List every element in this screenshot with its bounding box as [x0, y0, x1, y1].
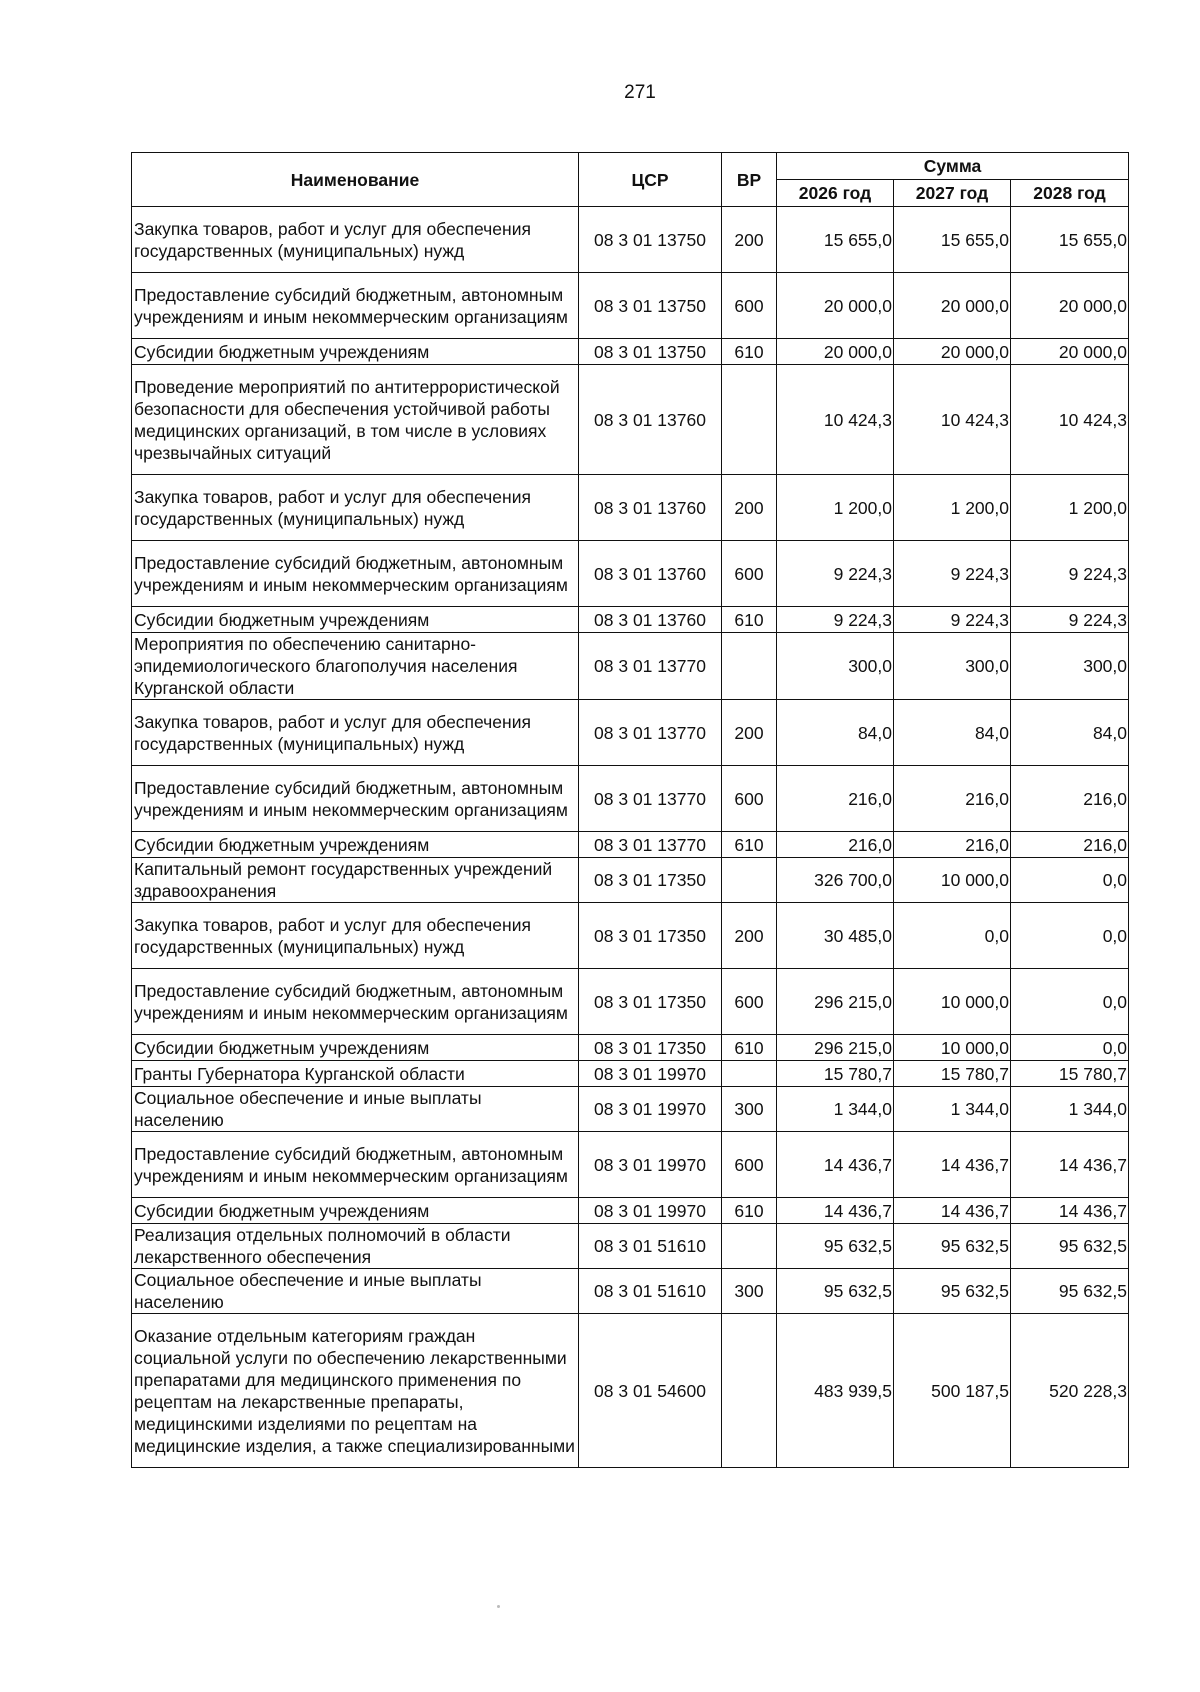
- row-value-2028: 300,0: [1011, 633, 1129, 700]
- row-value-2026: 300,0: [777, 633, 894, 700]
- row-name: Субсидии бюджетным учреждениям: [132, 1198, 579, 1224]
- row-value-2028: 84,0: [1011, 700, 1129, 766]
- row-name: Проведение мероприятий по антитеррористической безопасности для обеспечения устойчивой работы медицинских организаций, в том числе в условиях чрезвычайных ситуаций: [132, 365, 579, 475]
- row-value-2027: 10 000,0: [894, 858, 1011, 903]
- row-name: Предоставление субсидий бюджетным, автономным учреждениям и иным некоммерческим организациям: [132, 766, 579, 832]
- row-value-2028: 0,0: [1011, 969, 1129, 1035]
- row-name: Закупка товаров, работ и услуг для обеспечения государственных (муниципальных) нужд: [132, 207, 579, 273]
- row-value-2027: 95 632,5: [894, 1269, 1011, 1314]
- row-value-2026: 20 000,0: [777, 273, 894, 339]
- row-vr-code: [722, 1314, 777, 1468]
- row-vr-code: 200: [722, 903, 777, 969]
- row-vr-code: 600: [722, 969, 777, 1035]
- row-value-2026: 9 224,3: [777, 607, 894, 633]
- row-name: Реализация отдельных полномочий в области лекарственного обеспечения: [132, 1224, 579, 1269]
- row-csr-code: 08 3 01 13760: [579, 475, 722, 541]
- row-value-2027: 1 200,0: [894, 475, 1011, 541]
- row-vr-code: [722, 365, 777, 475]
- header-csr: ЦСР: [579, 153, 722, 207]
- table-row: [132, 969, 1129, 1035]
- row-value-2028: 9 224,3: [1011, 541, 1129, 607]
- row-name: Субсидии бюджетным учреждениям: [132, 832, 579, 858]
- table-row: [132, 1198, 1129, 1224]
- row-value-2027: 10 000,0: [894, 969, 1011, 1035]
- row-csr-code: 08 3 01 51610: [579, 1224, 722, 1269]
- header-name: Наименование: [132, 153, 579, 207]
- row-csr-code: 08 3 01 19970: [579, 1087, 722, 1132]
- row-vr-code: [722, 1224, 777, 1269]
- table-row: [132, 1132, 1129, 1198]
- row-value-2028: 1 344,0: [1011, 1087, 1129, 1132]
- row-value-2027: 20 000,0: [894, 339, 1011, 365]
- row-value-2026: 14 436,7: [777, 1198, 894, 1224]
- row-value-2028: 14 436,7: [1011, 1198, 1129, 1224]
- row-value-2027: 9 224,3: [894, 607, 1011, 633]
- row-vr-code: 610: [722, 339, 777, 365]
- row-csr-code: 08 3 01 54600: [579, 1314, 722, 1468]
- row-name: Субсидии бюджетным учреждениям: [132, 1035, 579, 1061]
- row-vr-code: 300: [722, 1269, 777, 1314]
- row-value-2028: 216,0: [1011, 832, 1129, 858]
- row-vr-code: [722, 858, 777, 903]
- header-year-2026: 2026 год: [777, 180, 894, 207]
- row-csr-code: 08 3 01 13760: [579, 365, 722, 475]
- row-csr-code: 08 3 01 13770: [579, 832, 722, 858]
- table-row: [132, 903, 1129, 969]
- row-csr-code: 08 3 01 13770: [579, 700, 722, 766]
- table-row: [132, 207, 1129, 273]
- row-csr-code: 08 3 01 17350: [579, 969, 722, 1035]
- table-row: [132, 766, 1129, 832]
- row-value-2027: 216,0: [894, 766, 1011, 832]
- table-row: [132, 1035, 1129, 1061]
- scan-speck: [497, 1605, 500, 1608]
- row-vr-code: 200: [722, 475, 777, 541]
- row-value-2027: 15 780,7: [894, 1061, 1011, 1087]
- row-value-2028: 10 424,3: [1011, 365, 1129, 475]
- row-value-2026: 326 700,0: [777, 858, 894, 903]
- row-csr-code: 08 3 01 13750: [579, 273, 722, 339]
- row-value-2028: 0,0: [1011, 903, 1129, 969]
- row-value-2027: 216,0: [894, 832, 1011, 858]
- row-value-2026: 10 424,3: [777, 365, 894, 475]
- row-csr-code: 08 3 01 13760: [579, 607, 722, 633]
- header-vr: ВР: [722, 153, 777, 207]
- table-row: [132, 339, 1129, 365]
- row-value-2028: 15 780,7: [1011, 1061, 1129, 1087]
- row-name: Социальное обеспечение и иные выплаты населению: [132, 1269, 579, 1314]
- row-name: Предоставление субсидий бюджетным, автономным учреждениям и иным некоммерческим организациям: [132, 273, 579, 339]
- row-csr-code: 08 3 01 13760: [579, 541, 722, 607]
- row-vr-code: [722, 633, 777, 700]
- table-row: [132, 273, 1129, 339]
- header-year-2027: 2027 год: [894, 180, 1011, 207]
- row-name: Капитальный ремонт государственных учреждений здравоохранения: [132, 858, 579, 903]
- table-row: [132, 541, 1129, 607]
- row-vr-code: 300: [722, 1087, 777, 1132]
- row-name: Субсидии бюджетным учреждениям: [132, 339, 579, 365]
- row-vr-code: 610: [722, 1198, 777, 1224]
- row-csr-code: 08 3 01 51610: [579, 1269, 722, 1314]
- row-name: Субсидии бюджетным учреждениям: [132, 607, 579, 633]
- row-csr-code: 08 3 01 19970: [579, 1198, 722, 1224]
- row-name: Предоставление субсидий бюджетным, автономным учреждениям и иным некоммерческим организациям: [132, 1132, 579, 1198]
- row-name: Мероприятия по обеспечению санитарно-эпидемиологического благополучия населения Курганской области: [132, 633, 579, 700]
- row-csr-code: 08 3 01 13750: [579, 207, 722, 273]
- row-value-2027: 0,0: [894, 903, 1011, 969]
- row-value-2027: 84,0: [894, 700, 1011, 766]
- row-value-2027: 9 224,3: [894, 541, 1011, 607]
- row-name: Оказание отдельным категориям граждан социальной услуги по обеспечению лекарственными препаратами для медицинского применения по рецептам на лекарственные препараты, медицинскими изделиями по рецептам на медицинские изделия, а также специализированными: [132, 1314, 579, 1468]
- row-value-2026: 15 655,0: [777, 207, 894, 273]
- row-vr-code: 610: [722, 1035, 777, 1061]
- row-vr-code: 600: [722, 766, 777, 832]
- table-row: [132, 633, 1129, 700]
- row-value-2026: 95 632,5: [777, 1224, 894, 1269]
- row-value-2027: 300,0: [894, 633, 1011, 700]
- row-value-2027: 20 000,0: [894, 273, 1011, 339]
- row-value-2028: 95 632,5: [1011, 1224, 1129, 1269]
- row-name: Закупка товаров, работ и услуг для обеспечения государственных (муниципальных) нужд: [132, 903, 579, 969]
- row-vr-code: 200: [722, 700, 777, 766]
- page-number: 271: [624, 82, 656, 103]
- row-vr-code: [722, 1061, 777, 1087]
- row-value-2028: 20 000,0: [1011, 273, 1129, 339]
- table-row: [132, 1087, 1129, 1132]
- row-csr-code: 08 3 01 17350: [579, 1035, 722, 1061]
- row-value-2027: 1 344,0: [894, 1087, 1011, 1132]
- row-value-2027: 10 424,3: [894, 365, 1011, 475]
- row-value-2027: 14 436,7: [894, 1132, 1011, 1198]
- row-value-2026: 95 632,5: [777, 1269, 894, 1314]
- row-value-2028: 95 632,5: [1011, 1269, 1129, 1314]
- row-value-2028: 9 224,3: [1011, 607, 1129, 633]
- row-value-2026: 1 344,0: [777, 1087, 894, 1132]
- row-value-2026: 84,0: [777, 700, 894, 766]
- row-value-2026: 9 224,3: [777, 541, 894, 607]
- row-vr-code: 610: [722, 832, 777, 858]
- row-csr-code: 08 3 01 17350: [579, 858, 722, 903]
- table-row: [132, 365, 1129, 475]
- row-value-2028: 14 436,7: [1011, 1132, 1129, 1198]
- row-value-2026: 20 000,0: [777, 339, 894, 365]
- row-value-2027: 14 436,7: [894, 1198, 1011, 1224]
- row-value-2028: 0,0: [1011, 1035, 1129, 1061]
- row-value-2028: 1 200,0: [1011, 475, 1129, 541]
- table-body: [132, 207, 1129, 1468]
- header-year-2028: 2028 год: [1011, 180, 1129, 207]
- row-value-2028: 216,0: [1011, 766, 1129, 832]
- header-sum: Сумма: [777, 153, 1129, 180]
- row-name: Предоставление субсидий бюджетным, автономным учреждениям и иным некоммерческим организациям: [132, 541, 579, 607]
- row-vr-code: 610: [722, 607, 777, 633]
- table-row: [132, 1061, 1129, 1087]
- row-value-2026: 30 485,0: [777, 903, 894, 969]
- row-value-2026: 296 215,0: [777, 969, 894, 1035]
- table-row: [132, 1314, 1129, 1468]
- row-vr-code: 200: [722, 207, 777, 273]
- row-csr-code: 08 3 01 19970: [579, 1061, 722, 1087]
- row-name: Предоставление субсидий бюджетным, автономным учреждениям и иным некоммерческим организациям: [132, 969, 579, 1035]
- row-value-2027: 10 000,0: [894, 1035, 1011, 1061]
- row-value-2026: 216,0: [777, 766, 894, 832]
- row-vr-code: 600: [722, 1132, 777, 1198]
- row-value-2028: 15 655,0: [1011, 207, 1129, 273]
- row-csr-code: 08 3 01 13770: [579, 633, 722, 700]
- row-value-2026: 14 436,7: [777, 1132, 894, 1198]
- row-value-2027: 500 187,5: [894, 1314, 1011, 1468]
- table-row: [132, 1224, 1129, 1269]
- table-row: [132, 700, 1129, 766]
- row-value-2027: 15 655,0: [894, 207, 1011, 273]
- row-csr-code: 08 3 01 19970: [579, 1132, 722, 1198]
- table-row: [132, 475, 1129, 541]
- row-value-2026: 483 939,5: [777, 1314, 894, 1468]
- row-csr-code: 08 3 01 13750: [579, 339, 722, 365]
- table-header: [132, 153, 1129, 207]
- row-value-2026: 216,0: [777, 832, 894, 858]
- budget-table: [131, 152, 1129, 1468]
- table-row: [132, 607, 1129, 633]
- row-csr-code: 08 3 01 13770: [579, 766, 722, 832]
- row-vr-code: 600: [722, 541, 777, 607]
- row-value-2026: 15 780,7: [777, 1061, 894, 1087]
- row-value-2026: 296 215,0: [777, 1035, 894, 1061]
- table-row: [132, 858, 1129, 903]
- row-name: Закупка товаров, работ и услуг для обеспечения государственных (муниципальных) нужд: [132, 700, 579, 766]
- row-value-2028: 20 000,0: [1011, 339, 1129, 365]
- table-row: [132, 832, 1129, 858]
- row-csr-code: 08 3 01 17350: [579, 903, 722, 969]
- row-name: Гранты Губернатора Курганской области: [132, 1061, 579, 1087]
- row-value-2026: 1 200,0: [777, 475, 894, 541]
- row-vr-code: 600: [722, 273, 777, 339]
- row-value-2028: 520 228,3: [1011, 1314, 1129, 1468]
- row-value-2027: 95 632,5: [894, 1224, 1011, 1269]
- row-name: Социальное обеспечение и иные выплаты населению: [132, 1087, 579, 1132]
- row-name: Закупка товаров, работ и услуг для обеспечения государственных (муниципальных) нужд: [132, 475, 579, 541]
- row-value-2028: 0,0: [1011, 858, 1129, 903]
- table-row: [132, 1269, 1129, 1314]
